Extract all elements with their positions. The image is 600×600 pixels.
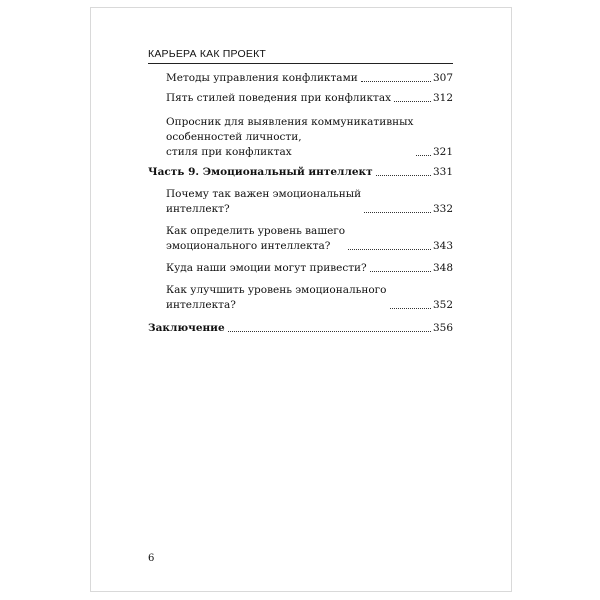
toc-entry-page: 356 bbox=[432, 322, 453, 334]
toc-entry-title: Часть 9. Эмоциональный интеллект bbox=[148, 166, 373, 178]
toc-entry-title: Как определить уровень вашего эмоционального интеллекта? bbox=[166, 225, 346, 252]
dot-leader bbox=[394, 101, 431, 102]
dot-leader bbox=[376, 175, 431, 176]
toc-entry bbox=[148, 165, 453, 180]
toc-entry bbox=[148, 91, 453, 106]
toc-entry-title: Методы управления конфликтами bbox=[166, 72, 358, 84]
toc-entry-page: 321 bbox=[432, 146, 453, 158]
toc-entry bbox=[148, 187, 453, 217]
dot-leader bbox=[348, 249, 431, 250]
toc-entry-title: Опросник для выявления коммуникативных особенностей личности, стиля при конфликтах bbox=[166, 116, 414, 158]
toc-entry-page: 348 bbox=[432, 262, 453, 274]
toc-entry-title: Куда наши эмоции могут привести? bbox=[166, 262, 367, 274]
page-number: 6 bbox=[148, 553, 155, 564]
dot-leader bbox=[416, 155, 431, 156]
toc-entry bbox=[148, 224, 453, 254]
dot-leader bbox=[364, 212, 431, 213]
toc-entry-page: 307 bbox=[432, 72, 453, 84]
book-page bbox=[90, 7, 512, 592]
toc-entry-page: 352 bbox=[432, 299, 453, 311]
toc-entry bbox=[148, 321, 453, 336]
toc-entry bbox=[148, 261, 453, 276]
toc-entry-title: Почему так важен эмоциональный интеллект? bbox=[166, 188, 362, 215]
toc-entry-title: Заключение bbox=[148, 322, 225, 334]
toc-entry-title: Пять стилей поведения при конфликтах bbox=[166, 92, 392, 104]
toc-entry bbox=[148, 283, 453, 313]
dot-leader bbox=[361, 81, 431, 82]
toc-entry bbox=[148, 115, 453, 160]
toc-entry-page: 312 bbox=[432, 92, 453, 104]
dot-leader bbox=[370, 271, 431, 272]
toc-entry bbox=[148, 71, 453, 86]
toc-entry-page: 343 bbox=[432, 240, 453, 252]
dot-leader bbox=[390, 308, 431, 309]
table-of-contents bbox=[148, 71, 453, 336]
toc-entry-page: 332 bbox=[432, 203, 453, 215]
dot-leader bbox=[228, 331, 431, 332]
running-head: КАРЬЕРА КАК ПРОЕКТ bbox=[148, 48, 453, 64]
toc-entry-page: 331 bbox=[432, 166, 453, 178]
toc-entry-title: Как улучшить уровень эмоционального интеллекта? bbox=[166, 284, 387, 311]
